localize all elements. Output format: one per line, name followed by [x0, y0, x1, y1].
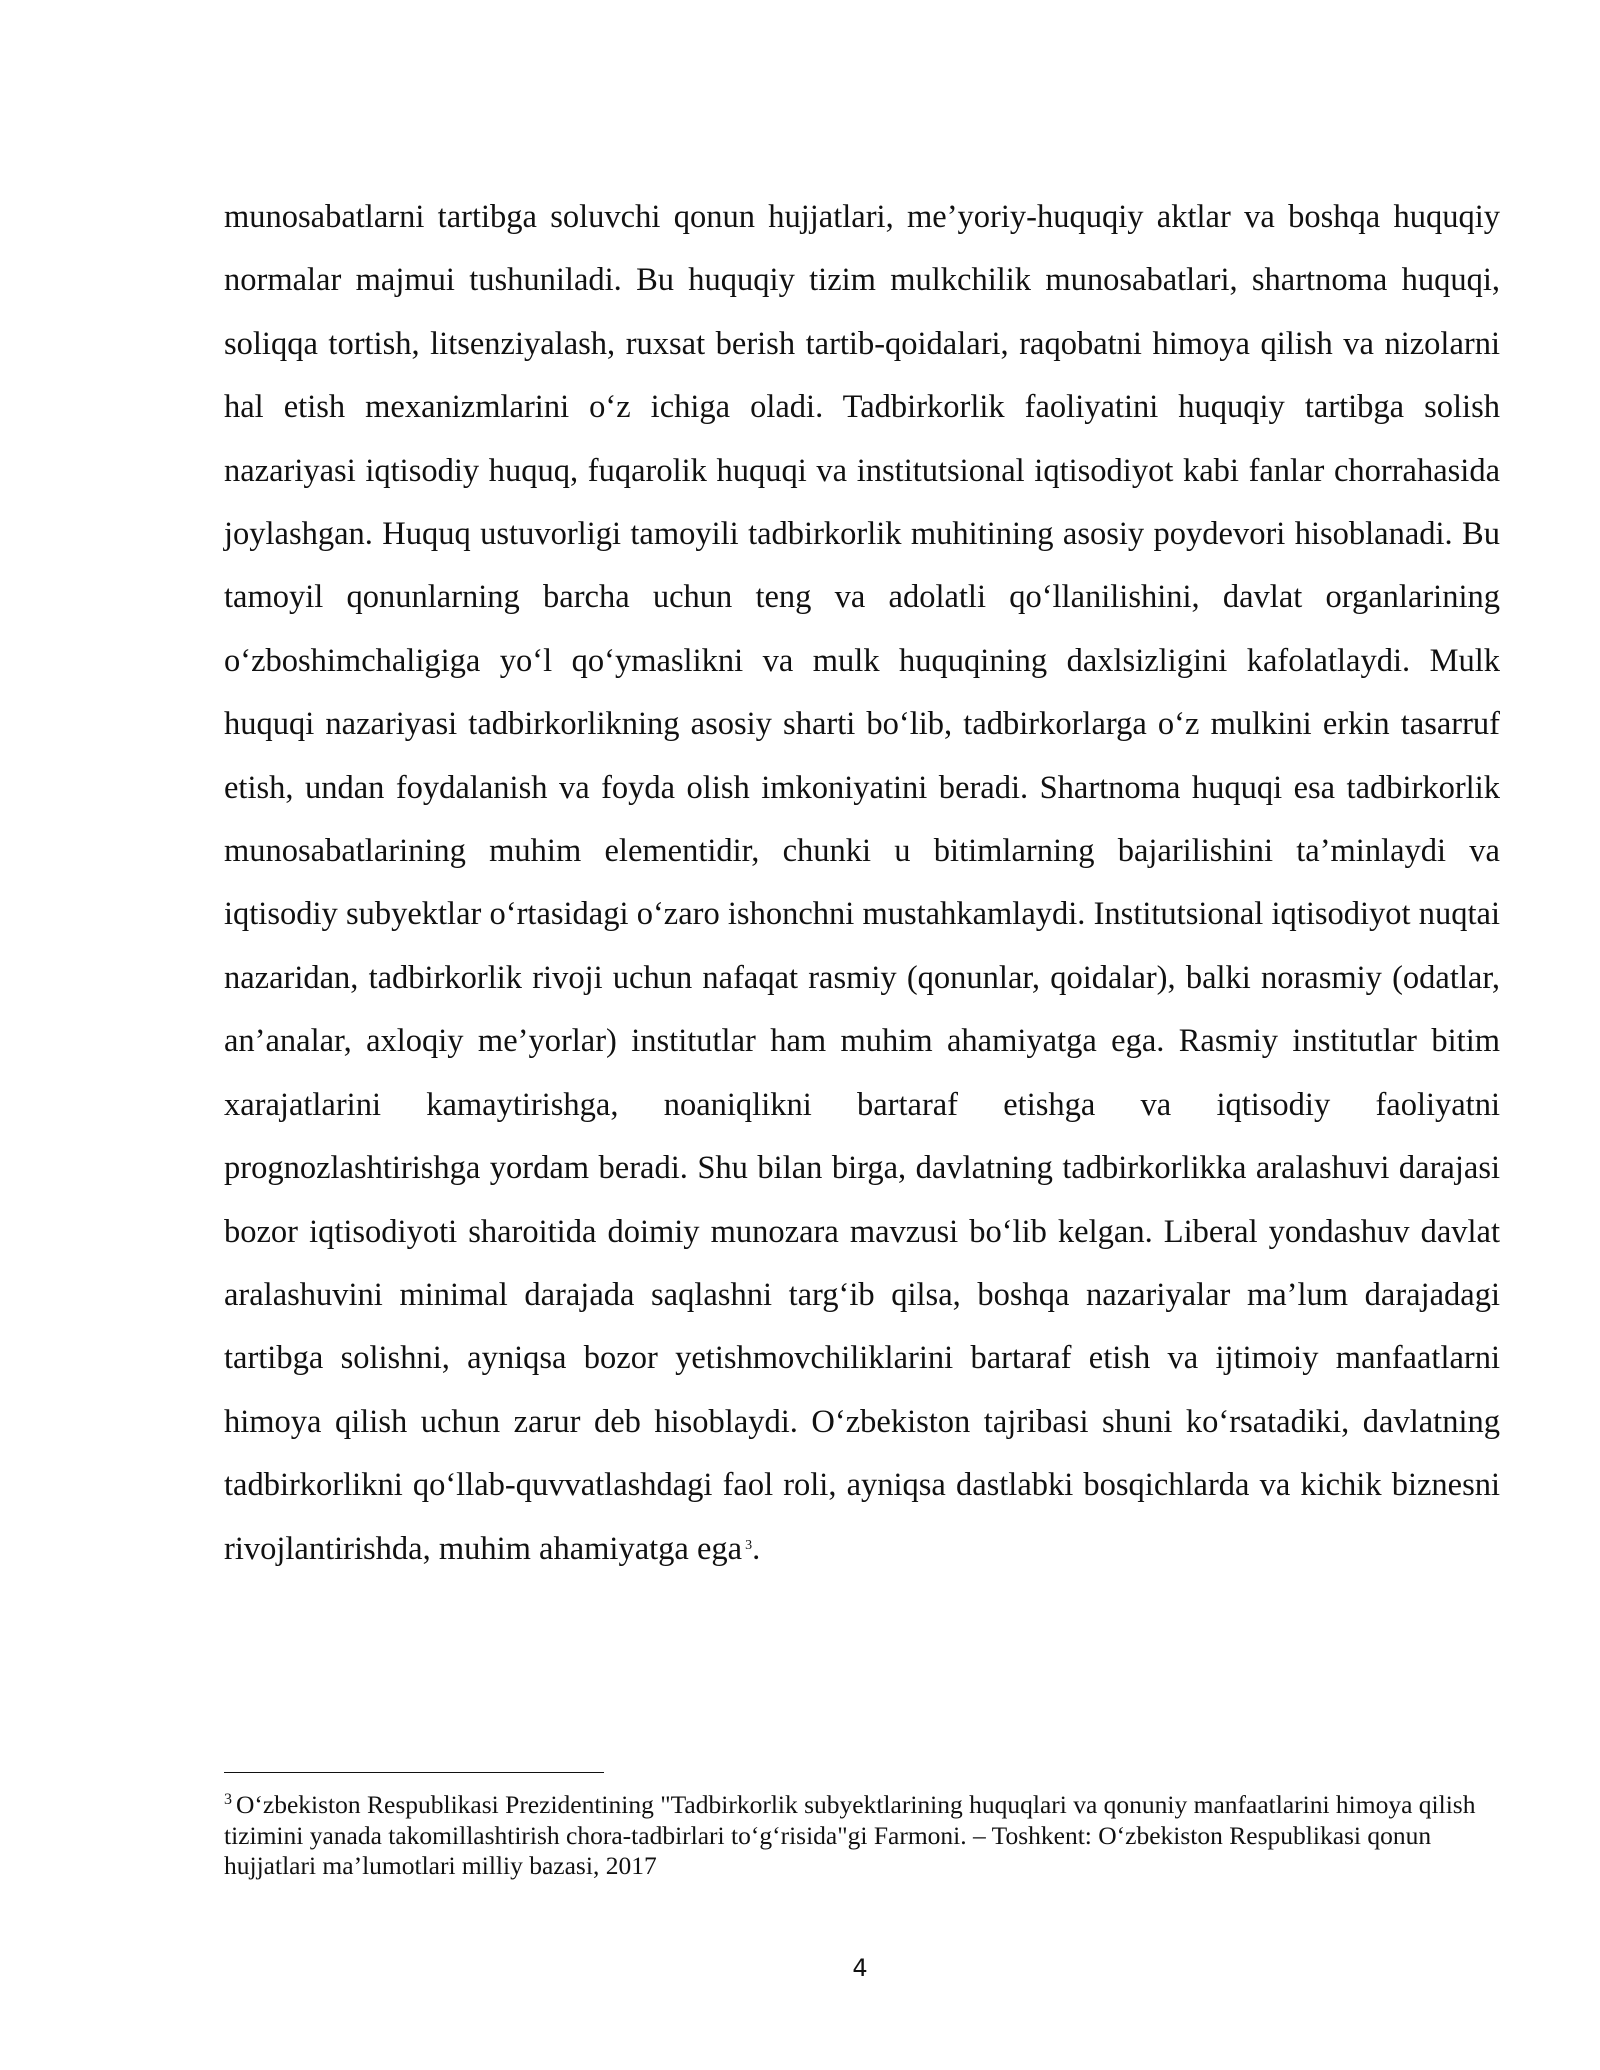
body-text: munosabatlarni tartibga soluvchi qonun hujjatlari, me’yoriy-huquqiy aktlar va boshqa huquqiy normalar majmui tushuniladi. Bu huquqiy tizim mulkchilik munosabatlari, shartnoma huquqi, soliqqa tortish, litsenziyalash, ruxsat berish tartib-qoidalari, raqobatni himoya qilish va nizolarni hal etish mexanizmlarini o‘z ichiga oladi. Tadbirkorlik faoliyatini huquqiy tartibga solish nazariyasi iqtisodiy huquq, fuqarolik huquqi va institutsional iqtisodiyot kabi fanlar chorrahasida joylashgan. Huquq ustuvorligi tamoyili tadbirkorlik muhitining asosiy poydevori hisoblanadi. Bu tamoyil qonunlarning barcha uchun teng va adolatli qo‘llanilishini, davlat organlarining o‘zboshimchaligiga yo‘l qo‘ymaslikni va mulk huquqining daxlsizligini kafolatlaydi. Mulk huquqi nazariyasi tadbirkorlikning asosiy sharti bo‘lib, tadbirkorlarga o‘z mulkini erkin tasarruf etish, undan foydalanish va foyda olish imkoniyatini beradi. Shartnoma huquqi esa tadbirkorlik munosabatlarining muhim elementidir, chunki u bitimlarning bajarilishini ta’minlaydi va iqtisodiy subyektlar o‘rtasidagi o‘zaro ishonchni mustahkamlaydi. Institutsional iqtisodiyot nuqtai nazaridan, tadbirkorlik rivoji uchun nafaqat rasmiy (qonunlar, qoidalar), balki norasmiy (odatlar, an’analar, axloqiy me’yorlar) institutlar ham muhim ahamiyatga ega. Rasmiy institutlar bitim xarajatlarini kamaytirishga, noaniqlikni bartaraf etishga va iqtisodiy faoliyatni prognozlashtirishga yordam beradi. Shu bilan birga, davlatning tadbirkorlikka aralashuvi darajasi bozor iqtisodiyoti sharoitida doimiy munozara mavzusi bo‘lib kelgan. Liberal yondashuv davlat aralashuvini minimal darajada saqlashni targ‘ib qilsa, boshqa nazariyalar ma’lum darajadagi tartibga solishni, ayniqsa bozor yetishmovchiliklarini bartaraf etish va ijtimoiy manfaatlarni himoya qilish uchun zarur deb hisoblaydi. O‘zbekiston tajribasi shuni ko‘rsatadiki, davlatning tadbirkorlikni qo‘llab-quvvatlashdagi faol roli, ayniqsa dastlabki bosqichlarda va kichik biznesni rivojlantirishda, muhim ahamiyatga ega — [224, 199, 1500, 1567]
page-number: 4 — [852, 1954, 868, 1982]
footnote-reference[interactable]: 3 — [745, 1537, 753, 1553]
footnote — [224, 1790, 1514, 1882]
body-text-end: . — [752, 1530, 761, 1567]
footnote-separator — [224, 1772, 604, 1773]
footnote-number: 3 — [224, 1791, 232, 1808]
body-paragraph — [224, 186, 1500, 1581]
footnote-text: O‘zbekiston Respublikasi Prezidentining "Tadbirkorlik subyektlarining huquqlari va qonuniy manfaatlarini himoya qilish tizimini yanada takomillashtirish chora-tadbirlari to‘g‘risida"gi Farmoni. – Toshkent: O‘zbekiston Respublikasi qonun hujjatlari ma’lumotlari milliy bazasi, 2017 — [224, 1790, 1476, 1880]
